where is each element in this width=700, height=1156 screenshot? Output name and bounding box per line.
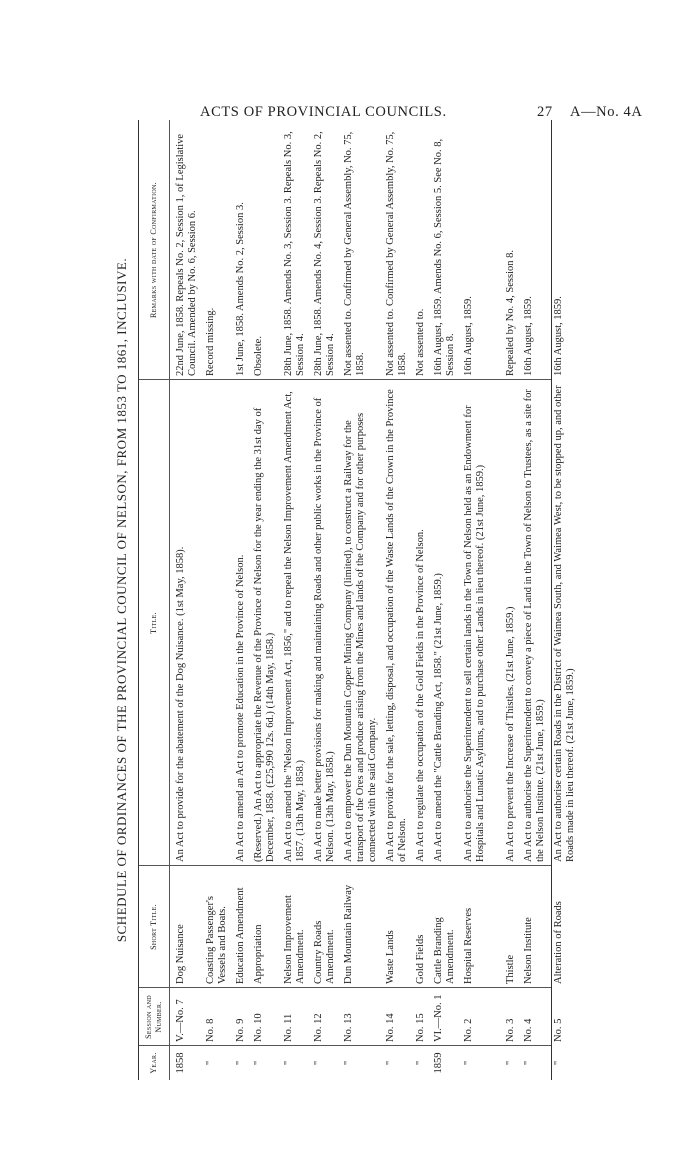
cell-remarks: 22nd June, 1858. Repeals No. 2, Session 1, of Legislative Council. Amended by No. 6, Session 6. [175,133,198,376]
cell-year: " [553,1060,564,1066]
cell-remarks: 16th August, 1859. [553,296,564,376]
cell-year: " [523,1060,534,1066]
cell-short-title: Education Amendment [235,887,246,984]
header-year: Year. [149,1052,158,1074]
cell-session: No. 11 [283,1013,294,1042]
table-row [553,120,583,1080]
header-title: Title. [149,612,158,634]
cell-remarks: 28th June, 1858. Amends No. 4, Session 3. Repeals No. 2, Session 4. [313,131,336,376]
cell-year: 1859 [433,1052,444,1074]
ordinance-table [138,120,576,1080]
cell-remarks: 16th August, 1859. [523,296,534,376]
cell-short-title: Nelson Institute [523,917,534,984]
table-row [235,120,253,1080]
cell-short-title: Appropriation [253,924,264,984]
table-row [205,120,235,1080]
cell-short-title: Cattle Branding Amendment. [433,917,456,984]
cell-title: An Act to amend an Act to promote Education in the Province of Nelson. [235,554,246,862]
cell-remarks: Not assented to. Confirmed by General Assembly, No. 75, 1858. [343,131,366,376]
cell-short-title: Dog Nuisance [175,924,186,984]
header-short-title: Short Title. [149,904,158,950]
cell-year: " [235,1060,246,1066]
cell-session: No. 14 [385,1013,396,1042]
cell-session: No. 15 [415,1013,426,1042]
cell-short-title: Dun Mountain Railway [343,884,354,984]
cell-year: " [343,1060,354,1066]
cell-remarks: Repealed by No. 4, Session 8. [505,250,516,376]
cell-title: An Act to amend the "Cattle Branding Act, 1858." (21st June, 1859.) [433,573,444,862]
cell-session: VI.—No. 1 [433,994,444,1042]
cell-title: An Act to authorise certain Roads in the District of Waimea South, and Waimea West, to be stopped up, and other Roads made in lieu thereof. (21st June, 1859.) [553,385,576,862]
cell-year: " [415,1060,426,1066]
cell-session: No. 3 [505,1018,516,1042]
cell-short-title: Country Roads Amendment. [313,920,336,984]
table-row [283,120,313,1080]
cell-remarks: 28th June, 1858. Amends No. 3, Session 3. Repeals No. 3, Session 4. [283,131,306,376]
cell-title: An Act to prevent the Increase of Thistles. (21st June, 1859.) [505,606,516,862]
cell-short-title: Alteration of Roads [553,901,564,984]
table-row [505,120,523,1080]
cell-session: No. 8 [205,1018,216,1042]
table-row [463,120,505,1080]
table-row [313,120,343,1080]
cell-title: An Act to amend the "Nelson Improvement Act, 1856," and to repeal the Nelson Improvement Amendment Act, 1857. (13th May, 1858.) [283,391,306,862]
cell-short-title: Gold Fields [415,934,426,984]
cell-title: An Act to authorise the Superintendent to convey a piece of Land in the Town of Nelson to Trustees, as a site for the Nelson Institute. (21st June, 1859.) [523,389,546,862]
cell-year: " [313,1060,324,1066]
cell-title: An Act to provide for the abatement of the Dog Nuisance. (1st May, 1858). [175,546,186,862]
table-title: SCHEDULE OF ORDINANCES OF THE PROVINCIAL COUNCIL OF NELSON, FROM 1853 TO 1861, INCLUSIVE. [114,257,129,943]
cell-remarks: Obsolete. [253,336,264,376]
cell-title: An Act to empower the Dun Mountain Copper Mining Company (limited), to construct a Railway for the transport of the Ores and produce arising from the Mines and lands of the Company and for other purposes connected with the said Company. [343,412,378,862]
header-session: Session and Number. [144,995,163,1039]
table-row [415,120,433,1080]
cell-remarks: Not assented to. Confirmed by General Assembly, No. 75, 1858. [385,131,408,376]
cell-short-title: Waste Lands [385,930,396,984]
cell-title: An Act to make better provisions for making and maintaining Roads and other public works in the Province of Nelson. (13th May, 1858.) [313,397,336,862]
header-remarks: Remarks with date of Confirmation. [149,182,158,318]
table-row [175,120,205,1080]
cell-year: " [283,1060,294,1066]
cell-session: No. 2 [463,1018,474,1042]
cell-remarks: 1st June, 1858. Amends No. 2, Session 3. [235,202,246,376]
cell-year: " [205,1060,216,1066]
cell-session: V.—No. 7 [175,999,186,1042]
cell-year: " [385,1060,396,1066]
page-number: 27 [537,104,553,120]
cell-year: " [505,1060,516,1066]
cell-session: No. 10 [253,1013,264,1042]
cell-year: " [463,1060,474,1066]
cell-title: (Reserved.) An Act to appropriate the Revenue of the Province of Nelson for the year ending the 31st day of December, 1858. (£25,990 12s. 6d.) (14th May, 1858.) [253,407,276,862]
cell-session: No. 5 [553,1018,564,1042]
cell-session: No. 13 [343,1013,354,1042]
table-row [253,120,283,1080]
cell-remarks: Not assented to. [415,308,426,376]
document-reference: A—No. 4A [570,104,643,120]
cell-title: An Act to regulate the occupation of the Gold Fields in the Province of Nelson. [415,529,426,862]
cell-remarks: 16th August, 1859. Amends No. 6, Session 5. See No. 8, Session 8. [433,138,456,376]
table-row [523,120,553,1080]
cell-year: 1858 [175,1052,186,1074]
cell-short-title: Thistle [505,954,516,984]
cell-title: An Act to authorise the Superintendent to sell certain lands in the Town of Nelson held as an Endowment for Hospitals and Lunatic Asylums, and to purchase other Lands in lieu thereof. (21st June, 1859.) [463,405,486,862]
cell-session: No. 4 [523,1018,534,1042]
cell-title: An Act to provide for the sale, letting, disposal, and occupation of the Waste Lands of the Crown in the Province of Nelson. [385,389,408,862]
cell-short-title: Coasting Passenger's Vessels and Boats. [205,896,228,984]
table-row [385,120,415,1080]
cell-remarks: 16th August, 1859. [463,296,474,376]
table-row [433,120,463,1080]
cell-short-title: Nelson Improvement Amendment. [283,895,306,984]
cell-year: " [253,1060,264,1066]
table-row [343,120,385,1080]
cell-short-title: Hospital Reserves [463,907,474,984]
rotated-schedule [110,120,576,1080]
cell-remarks: Record missing. [205,307,216,376]
cell-session: No. 12 [313,1013,324,1042]
cell-session: No. 9 [235,1018,246,1042]
running-head-title: ACTS OF PROVINCIAL COUNCILS. [200,104,447,120]
